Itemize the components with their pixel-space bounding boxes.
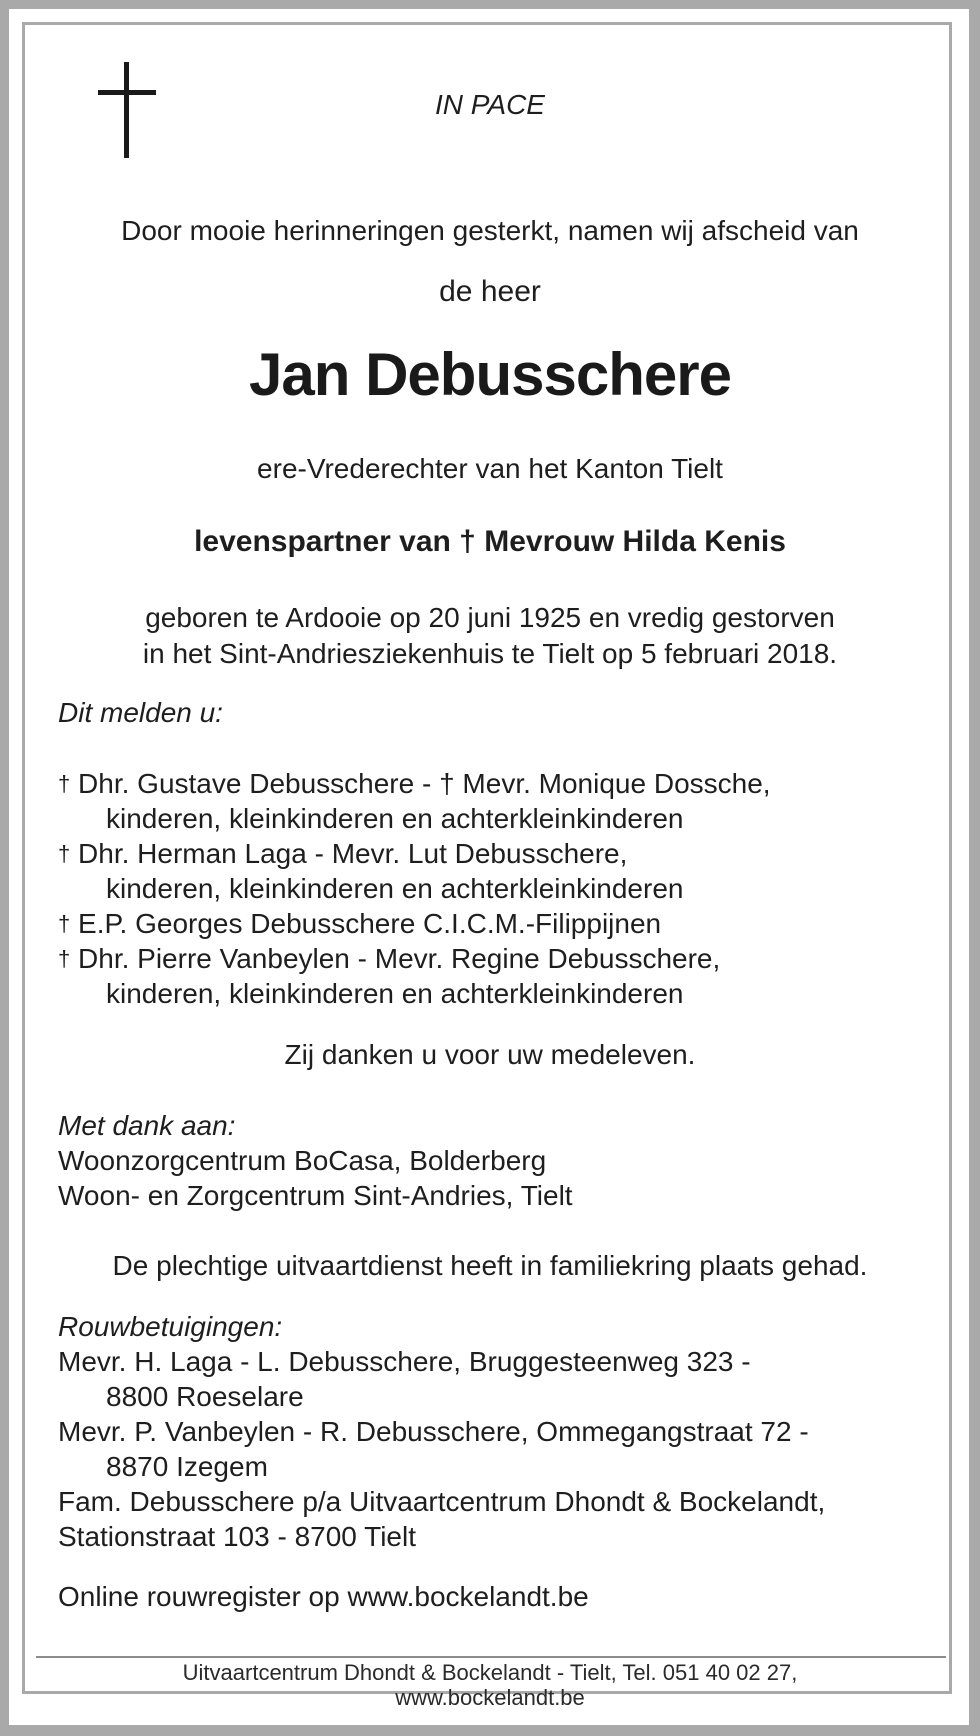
intro-line: Door mooie herinneringen gesterkt, namen wij afscheid van bbox=[121, 215, 859, 246]
online-register: Online rouwregister op www.bockelandt.be bbox=[58, 1581, 589, 1612]
announcer-text: Dhr. Pierre Vanbeylen - Mevr. Regine Debusschere, bbox=[78, 943, 721, 974]
small-cross-icon: † bbox=[58, 911, 71, 936]
announcer-text: Dhr. Herman Laga - Mevr. Lut Debusschere, bbox=[78, 838, 628, 869]
condolences-heading: Rouwbetuigingen: bbox=[58, 1311, 283, 1342]
announcer-entry bbox=[58, 907, 661, 943]
small-cross-icon: † bbox=[58, 946, 71, 971]
gratitude-line: Woon- en Zorgcentrum Sint-Andries, Tielt bbox=[58, 1180, 573, 1211]
announcer-sub: kinderen, kleinkinderen en achterkleinkinderen bbox=[106, 873, 684, 904]
thanks-line: Zij danken u voor uw medeleven. bbox=[284, 1039, 696, 1070]
birth-death-line-2: in het Sint-Andriesziekenhuis te Tielt op 5 februari 2018. bbox=[142, 638, 838, 669]
in-pace-heading: IN PACE bbox=[435, 89, 545, 120]
deceased-title: ere-Vrederechter van het Kanton Tielt bbox=[257, 453, 723, 484]
footer-line-2: www.bockelandt.be bbox=[395, 1685, 585, 1710]
condolence-address-cont: 8870 Izegem bbox=[106, 1451, 268, 1482]
announcer-entry bbox=[58, 837, 627, 873]
announcer-text: E.P. Georges Debusschere C.I.C.M.-Filippijnen bbox=[78, 908, 662, 939]
footer-line-1: Uitvaartcentrum Dhondt & Bockelandt - Tielt, Tel. 051 40 02 27, bbox=[182, 1660, 798, 1685]
condolence-address: Mevr. P. Vanbeylen - R. Debusschere, Ommegangstraat 72 - bbox=[58, 1416, 809, 1447]
condolence-address: Stationstraat 103 - 8700 Tielt bbox=[58, 1521, 416, 1552]
announcer-text: Dhr. Gustave Debusschere - † Mevr. Monique Dossche, bbox=[78, 768, 771, 799]
deceased-name: Jan Debusschere bbox=[249, 341, 731, 408]
partner-line: levenspartner van † Mevrouw Hilda Kenis bbox=[194, 525, 786, 558]
announcer-entry bbox=[58, 942, 720, 978]
announcers-heading: Dit melden u: bbox=[58, 697, 223, 728]
announcer-entry bbox=[58, 767, 771, 803]
salutation: de heer bbox=[439, 275, 541, 308]
announcer-sub: kinderen, kleinkinderen en achterkleinkinderen bbox=[106, 803, 684, 834]
condolence-address: Mevr. H. Laga - L. Debusschere, Bruggesteenweg 323 - bbox=[58, 1346, 751, 1377]
ceremony-line: De plechtige uitvaartdienst heeft in familiekring plaats gehad. bbox=[112, 1250, 868, 1281]
condolence-address-cont: 8800 Roeselare bbox=[106, 1381, 304, 1412]
condolence-address: Fam. Debusschere p/a Uitvaartcentrum Dhondt & Bockelandt, bbox=[58, 1486, 826, 1517]
footer-divider bbox=[36, 1656, 946, 1658]
small-cross-icon: † bbox=[58, 841, 71, 866]
gratitude-heading: Met dank aan: bbox=[58, 1110, 236, 1141]
birth-death-line-1: geboren te Ardooie op 20 juni 1925 en vredig gestorven bbox=[145, 602, 835, 633]
small-cross-icon: † bbox=[58, 771, 71, 796]
gratitude-line: Woonzorgcentrum BoCasa, Bolderberg bbox=[58, 1145, 547, 1176]
announcer-sub: kinderen, kleinkinderen en achterkleinkinderen bbox=[106, 978, 684, 1009]
